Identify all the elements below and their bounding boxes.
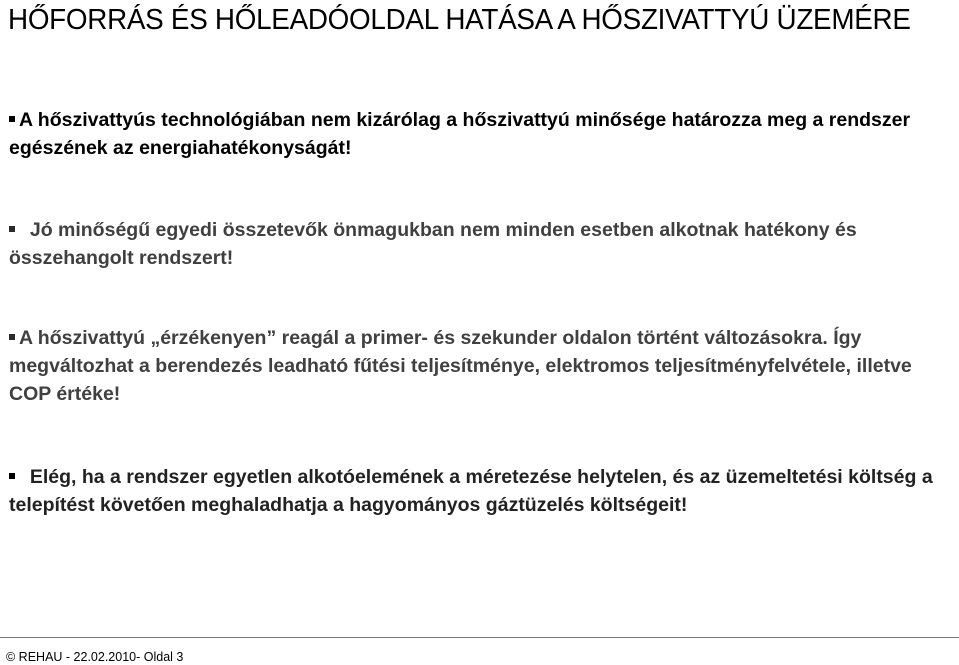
footer-text: © REHAU - 22.02.2010- Oldal 3: [6, 650, 184, 664]
bullet-text: A hőszivattyús technológiában nem kizárólag a hőszivattyú minősége határozza meg a rendszer egészének az energiahatékonyságát!: [9, 109, 911, 159]
slide-title: HŐFORRÁS ÉS HŐLEADÓOLDAL HATÁSA A HŐSZIVATTYÚ ÜZEMÉRE: [8, 4, 911, 36]
bullet-item: [9, 463, 954, 519]
bullet-text: Elég, ha a rendszer egyetlen alkotóelemének a méretezése helytelen, és az üzemeltetési költség a telepítést követően meghaladhatja a hagyományos gáztüzelés költségeit!: [9, 466, 933, 516]
bullet-text: A hőszivattyú „érzékenyen” reagál a primer- és szekunder oldalon történt változásokra. Így megváltozhat a berendezés leadható fűtési teljesítménye, elektromos teljesítményfelvétele, illetve COP értéke!: [9, 327, 912, 405]
footer-divider: [0, 637, 959, 638]
square-bullet-icon: [9, 334, 15, 340]
square-bullet-icon: [9, 473, 15, 479]
bullet-text: Jó minőségű egyedi összetevők önmagukban nem minden esetben alkotnak hatékony és összehangolt rendszert!: [9, 219, 857, 269]
bullet-item: [9, 106, 954, 162]
bullet-item: [9, 216, 954, 272]
square-bullet-icon: [9, 226, 15, 232]
square-bullet-icon: [9, 116, 15, 122]
bullet-item: [9, 324, 954, 408]
